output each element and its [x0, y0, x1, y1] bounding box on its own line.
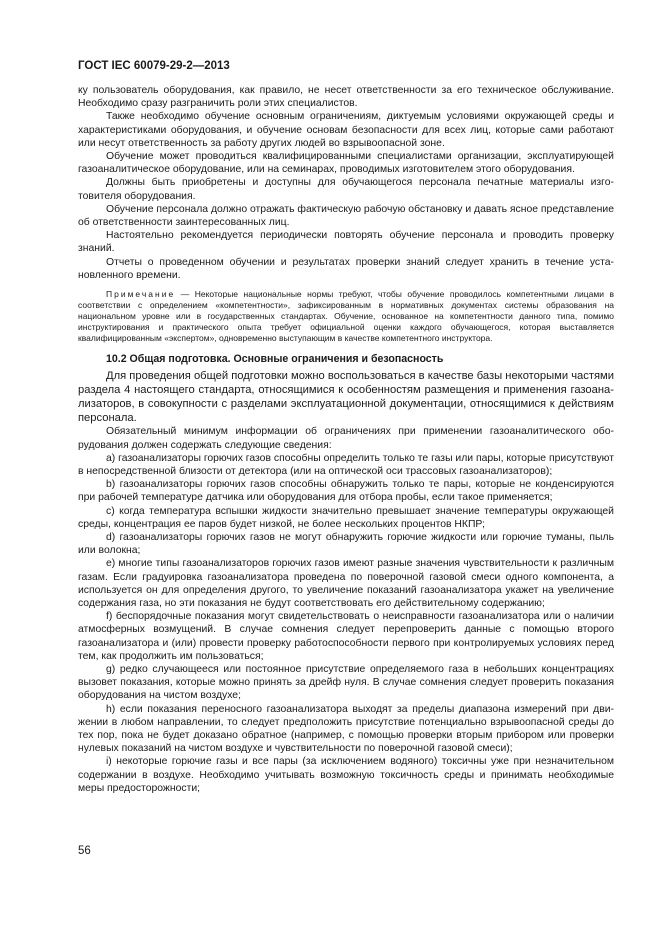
paragraph: ку пользователь оборудования, как правило, не несет ответственности за его техническое обслуживание. Необходимо сразу разграничить роли этих специалистов.: [78, 85, 614, 110]
paragraph: Настоятельно рекомендуется периодически повторять обучение персонала и проводить проверку знаний.: [78, 230, 614, 255]
document-header: ГОСТ IEC 60079-29-2—2013: [78, 60, 230, 72]
note-label: Примечание: [106, 289, 176, 300]
paragraph: e) многие типы газоанализаторов горючих газов имеют разные значения чувствительности к различным газам. Если градуировка газоанализатора проведена по поверочной газовой смеси одного компонента, а используется он для определения другого, то увеличение показаний газоанализатора укажет на увеличение содержания газа, но эти показания не будут соответствовать его действительному содержанию;: [78, 558, 614, 610]
paragraph: Для проведения общей подготовки можно воспользоваться в качестве базы некоторыми частями раздела 4 настоящего стандарта, относящимися к особенностям размещения и применения газоанализаторов, в совокупности с разделами эксплуатационной документации, относящимися к действиям персонала.: [78, 369, 614, 425]
section-heading: 10.2 Общая подготовка. Основные ограничения и безопасность: [106, 352, 444, 365]
paragraph: Должны быть приобретены и доступны для обучающегося персонала печатные материалы изготовителя оборудования.: [78, 177, 614, 202]
top-paragraphs: [78, 84, 614, 282]
paragraph: h) если показания переносного газоанализатора выходят за пределы диапазона измерений при движении в любом направлении, то следует предположить присутствие потенциально взрывоопасной среды до тех пор, пока не будет доказано обратное (например, с помощью проверки вторым прибором или проверки нулевых показаний на чистом воздухе и чувствительности по поверочной газовой смеси);: [78, 703, 614, 755]
paragraph: Отчеты о проведенном обучении и результатах проверки знаний следует хранить в течение установленного времени.: [78, 256, 614, 281]
page-number: 56: [78, 845, 91, 857]
paragraph: a) газоанализаторы горючих газов способны определить только те газы или пары, которые присутствуют в непосредственной близости от детектора (или на оптической оси трассовых газоанализаторов);: [78, 452, 614, 477]
paragraph: Обучение может проводиться квалифицированными специалистами организации, эксплуатирующей газоаналитическое оборудование, или на семинарах, проводимых изготовителем этого оборудования.: [78, 151, 614, 176]
paragraph: d) газоанализаторы горючих газов не могут обнаружить горючие жидкости или горючие туманы, пыль или волокна;: [78, 532, 614, 557]
paragraph: Также необходимо обучение основным ограничениям, диктуемым условиями окружающей среды и характеристиками оборудования, и обучение основам безопасности для всех лиц, которые сами работают или несут ответственность за работу других людей во взрывоопасной зоне.: [78, 111, 614, 149]
paragraph: Обучение персонала должно отражать фактическую рабочую обстановку и давать ясное представление об ответственности заинтересованных лиц.: [78, 203, 614, 229]
paragraph: c) когда температура вспышки жидкости значительно превышает значение температуры окружающей среды, концентрация ее паров будет низкой, не более нескольких процентов НКПР;: [78, 505, 614, 530]
page-content: [78, 84, 614, 795]
paragraph: b) газоанализаторы горючих газов способны обнаружить только те пары, которые не конденсируются при рабочей температуре датчика или оборудования для отбора пробы, если такое применяется;: [78, 479, 614, 504]
paragraph: i) некоторые горючие газы и все пары (за исключением водяного) токсичны уже при незначительном содержании в воздухе. Необходимо учитывать возможную токсичность среды и принимать необходимые меры предосторожности;: [78, 756, 614, 794]
paragraph: f) беспорядочные показания могут свидетельствовать о неисправности газоанализатора или о наличии атмосферных возмущений. В случае сомнения следует перепроверить данные с помощью второго газоанализатора и (или) провести проверку работоспособности первого при контролируемых условиях перед тем, как продолжить им пользоваться;: [78, 611, 614, 662]
section-paragraphs: [78, 369, 614, 796]
note-text: — Некоторые национальные нормы требуют, чтобы обучение проводилось компетентными лицами в соответствии с определением «компетентности», зафиксированным в нормативных документах системы образования на национальном уровне или в государственных стандартах. Обучение, основанное на компетентности данного типа, помимо инструктирования и практического опыта требует официальной оценки каждого обучающегося, которая выставляется квалифицированным «экспертом», одновременно выступающим в качестве компетентного инструктора.: [78, 289, 614, 343]
note: [78, 289, 614, 344]
paragraph: g) редко случающееся или постоянное присутствие определяемого газа в небольших концентрациях вызовет показания, которые можно принять за дрейф нуля. В случае сомнения следует проверить показания оборудования на чистом воздухе;: [78, 664, 614, 702]
paragraph: Обязательный минимум информации об ограничениях при применении газоаналитического оборудования должен содержать следующие сведения:: [78, 426, 614, 451]
